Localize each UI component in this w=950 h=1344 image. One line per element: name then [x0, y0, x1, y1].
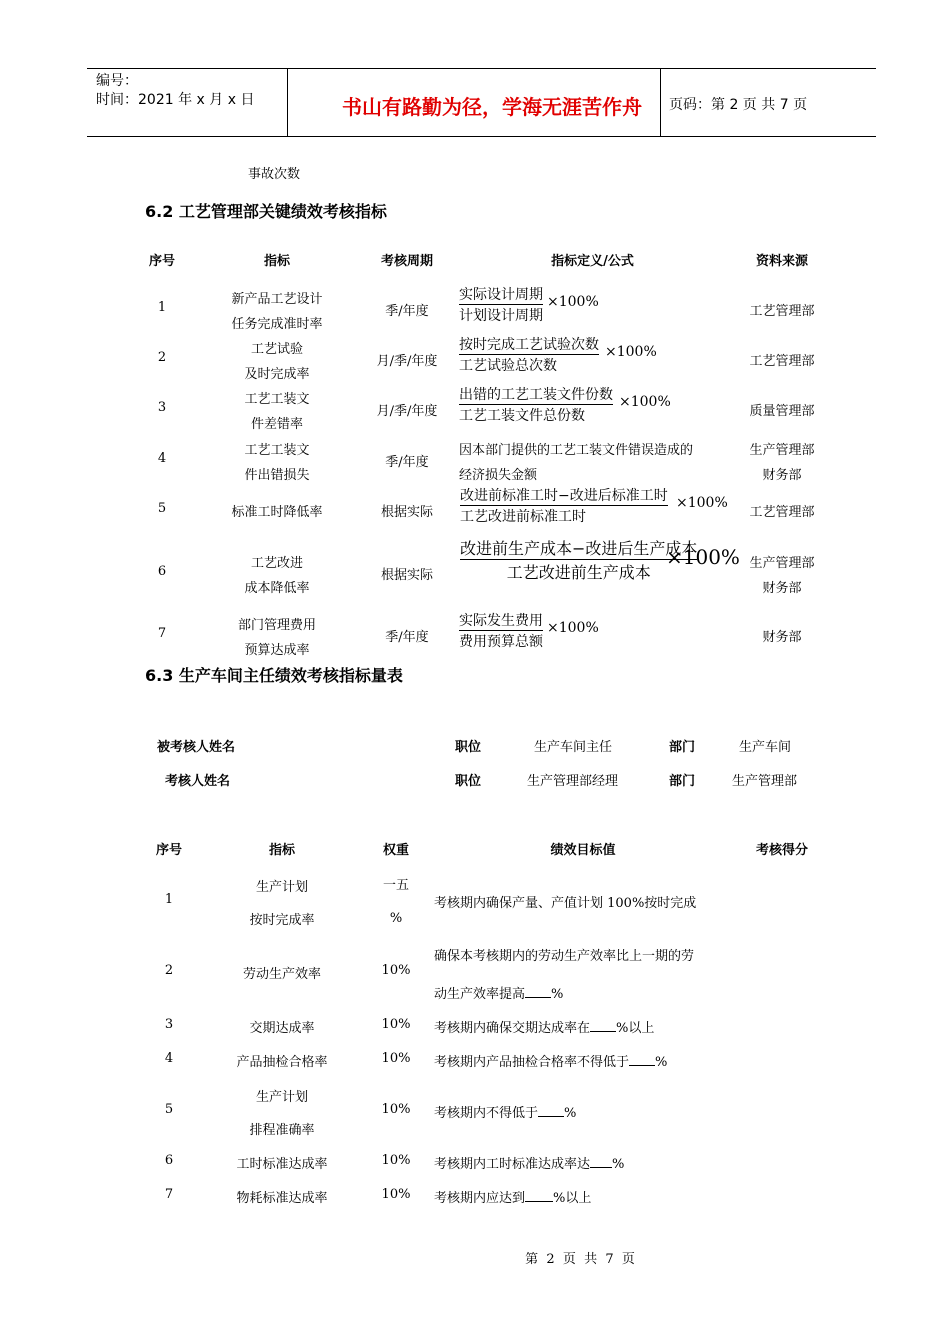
formula [459, 284, 599, 325]
data-source: 财务部 [762, 468, 802, 483]
indicator-line: 物耗标准达成率 [236, 1191, 328, 1206]
target-text-part: 考核期内工时标准达成率达 [434, 1157, 591, 1172]
formula-denominator: 工艺改进前生产成本 [460, 559, 697, 583]
weight: 10% [381, 1017, 411, 1032]
indicator-line: 工艺试验 [250, 342, 303, 357]
indicator-line: 任务完成准时率 [231, 317, 323, 332]
column-header: 考核周期 [380, 254, 433, 269]
target-text [434, 1187, 591, 1206]
formula-numerator: 改进前生产成本−改进后生产成本 [460, 539, 698, 558]
weight: 10% [381, 1102, 411, 1117]
definition-line: 因本部门提供的工艺工装文件错误造成的 [459, 443, 694, 458]
data-source: 财务部 [762, 630, 802, 645]
formula [460, 536, 740, 583]
row-number: 1 [164, 892, 174, 907]
row-number: 6 [157, 564, 167, 579]
formula-multiplier: ×100% [676, 495, 728, 511]
target-text [434, 983, 563, 1002]
period: 根据实际 [380, 505, 433, 520]
indicator-line: 按时完成率 [249, 913, 315, 928]
row-number: 5 [164, 1102, 174, 1117]
formula-multiplier: ×100% [666, 545, 740, 569]
indicator-line: 产品抽检合格率 [236, 1055, 328, 1070]
column-header: 序号 [148, 254, 175, 269]
position-label: 职位 [455, 740, 482, 755]
weight: 10% [381, 1187, 411, 1202]
section-title: 6.2 工艺管理部关键绩效考核指标 [145, 202, 387, 221]
target-text-part: 考核期内产品抽检合格率不得低于 [434, 1055, 630, 1070]
period: 根据实际 [380, 568, 433, 583]
target-text: 考核期内确保产量、产值计划 100%按时完成 [434, 896, 697, 911]
carryover-text: 事故次数 [248, 167, 301, 182]
formula-denominator: 费用预算总额 [459, 630, 543, 651]
row-number: 1 [157, 300, 167, 315]
period: 季/年度 [385, 630, 429, 645]
indicator-line: 新产品工艺设计 [231, 292, 323, 307]
definition-line: 经济损失金额 [459, 468, 538, 483]
data-source: 生产管理部 [749, 443, 815, 458]
period: 月/季/年度 [376, 404, 438, 419]
target-text-part: 动生产效率提高 [434, 987, 526, 1002]
target-text-part: % [551, 987, 564, 1002]
department-label: 部门 [669, 740, 696, 755]
indicator-line: 工艺工装文 [244, 392, 310, 407]
fill-blank [629, 1053, 655, 1066]
data-source: 工艺管理部 [749, 505, 815, 520]
column-header: 绩效目标值 [550, 843, 616, 858]
fill-blank [590, 1019, 616, 1032]
department-value: 生产车间 [739, 740, 792, 755]
row-number: 2 [157, 350, 167, 365]
target-text [434, 1153, 624, 1172]
column-header: 资料来源 [755, 254, 808, 269]
indicator-line: 预算达成率 [244, 643, 310, 658]
page-header [87, 68, 876, 137]
indicator-line: 标准工时降低率 [231, 505, 323, 520]
indicator-line: 劳动生产效率 [242, 967, 321, 982]
formula-multiplier: ×100% [547, 620, 599, 636]
period: 季/年度 [385, 304, 429, 319]
fill-blank [590, 1155, 612, 1168]
formula-numerator: 改进前标准工时−改进后标准工时 [460, 488, 668, 504]
row-number: 4 [157, 451, 167, 466]
row-number: 6 [164, 1153, 174, 1168]
header-page-label: 页码：第 2 页 共 7 页 [669, 97, 808, 113]
target-text-part: %以上 [553, 1191, 592, 1206]
fill-blank [525, 1189, 553, 1202]
formula-denominator: 工艺工装文件总份数 [459, 404, 613, 425]
indicator-line: 生产计划 [255, 1090, 308, 1105]
row-number: 4 [164, 1051, 174, 1066]
header-motto: 书山有路勤为径，学海无涯苦作舟 [342, 95, 642, 119]
indicator-line: 件差错率 [250, 417, 303, 432]
formula [459, 610, 599, 651]
target-text-part: 考核期内应达到 [434, 1191, 526, 1206]
indicator-line: 部门管理费用 [237, 618, 316, 633]
row-number: 3 [164, 1017, 174, 1032]
target-text-part: %以上 [616, 1021, 655, 1036]
fill-blank [525, 985, 551, 998]
column-header: 序号 [155, 843, 182, 858]
column-header: 指标 [268, 843, 295, 858]
period: 月/季/年度 [376, 354, 438, 369]
formula-numerator: 实际设计周期 [459, 287, 543, 303]
formula-numerator: 实际发生费用 [459, 613, 543, 629]
data-source: 质量管理部 [749, 404, 815, 419]
indicator-line: 成本降低率 [244, 581, 310, 596]
target-text [434, 1102, 576, 1121]
formula [459, 384, 671, 425]
position-label: 职位 [455, 774, 482, 789]
target-text [434, 1017, 654, 1036]
row-number: 3 [157, 400, 167, 415]
target-text-part: % [655, 1055, 668, 1070]
column-header: 指标定义/公式 [551, 254, 634, 269]
position-value: 生产车间主任 [534, 740, 613, 755]
assessor-name-label: 考核人姓名 [165, 774, 231, 789]
column-header: 指标 [263, 254, 290, 269]
indicator-line: 件出错损失 [244, 468, 310, 483]
formula-numerator: 按时完成工艺试验次数 [459, 337, 599, 353]
column-header: 考核得分 [755, 843, 808, 858]
row-number: 7 [157, 626, 167, 641]
formula-denominator: 工艺试验总次数 [459, 354, 599, 375]
row-number: 2 [164, 963, 174, 978]
weight: 10% [381, 1051, 411, 1066]
formula [460, 485, 728, 526]
target-text-part: % [564, 1106, 577, 1121]
row-number: 5 [157, 501, 167, 516]
formula-denominator: 工艺改进前标准工时 [460, 505, 668, 526]
weight-unit: % [389, 911, 403, 926]
serial-label: 编号： [96, 73, 138, 89]
formula-denominator: 计划设计周期 [459, 304, 543, 325]
time-label: 时间：2021 年 x 月 x 日 [96, 92, 255, 108]
data-source: 生产管理部 [749, 556, 815, 571]
formula-numerator: 出错的工艺工装文件份数 [459, 387, 613, 403]
data-source: 财务部 [762, 581, 802, 596]
formula-multiplier: ×100% [605, 344, 657, 360]
indicator-line: 排程准确率 [249, 1123, 315, 1138]
target-text-part: 考核期内不得低于 [434, 1106, 539, 1121]
header-meta [96, 72, 254, 110]
weight: 一五 [382, 878, 409, 893]
header-divider [287, 69, 288, 136]
formula-multiplier: ×100% [547, 294, 599, 310]
formula-multiplier: ×100% [619, 394, 671, 410]
target-text: 确保本考核期内的劳动生产效率比上一期的劳 [434, 949, 695, 964]
assessee-name-label: 被考核人姓名 [157, 740, 236, 755]
target-text-part: % [612, 1157, 625, 1172]
indicator-line: 及时完成率 [244, 367, 310, 382]
indicator-line: 工时标准达成率 [236, 1157, 328, 1172]
indicator-line: 生产计划 [255, 880, 308, 895]
row-number: 7 [164, 1187, 174, 1202]
page-footer: 第 2 页 共 7 页 [525, 1252, 635, 1267]
indicator-line: 工艺改进 [250, 556, 303, 571]
target-text [434, 1051, 667, 1070]
section-title: 6.3 生产车间主任绩效考核指标量表 [145, 666, 403, 685]
target-text-part: 考核期内确保交期达成率在 [434, 1021, 591, 1036]
data-source: 工艺管理部 [749, 354, 815, 369]
indicator-line: 工艺工装文 [244, 443, 310, 458]
department-value: 生产管理部 [732, 774, 798, 789]
weight: 10% [381, 963, 411, 978]
weight: 10% [381, 1153, 411, 1168]
department-label: 部门 [669, 774, 696, 789]
period: 季/年度 [385, 455, 429, 470]
indicator-line: 交期达成率 [249, 1021, 315, 1036]
fill-blank [538, 1104, 564, 1117]
data-source: 工艺管理部 [749, 304, 815, 319]
formula [459, 334, 657, 375]
column-header: 权重 [382, 843, 409, 858]
position-value: 生产管理部经理 [527, 774, 619, 789]
